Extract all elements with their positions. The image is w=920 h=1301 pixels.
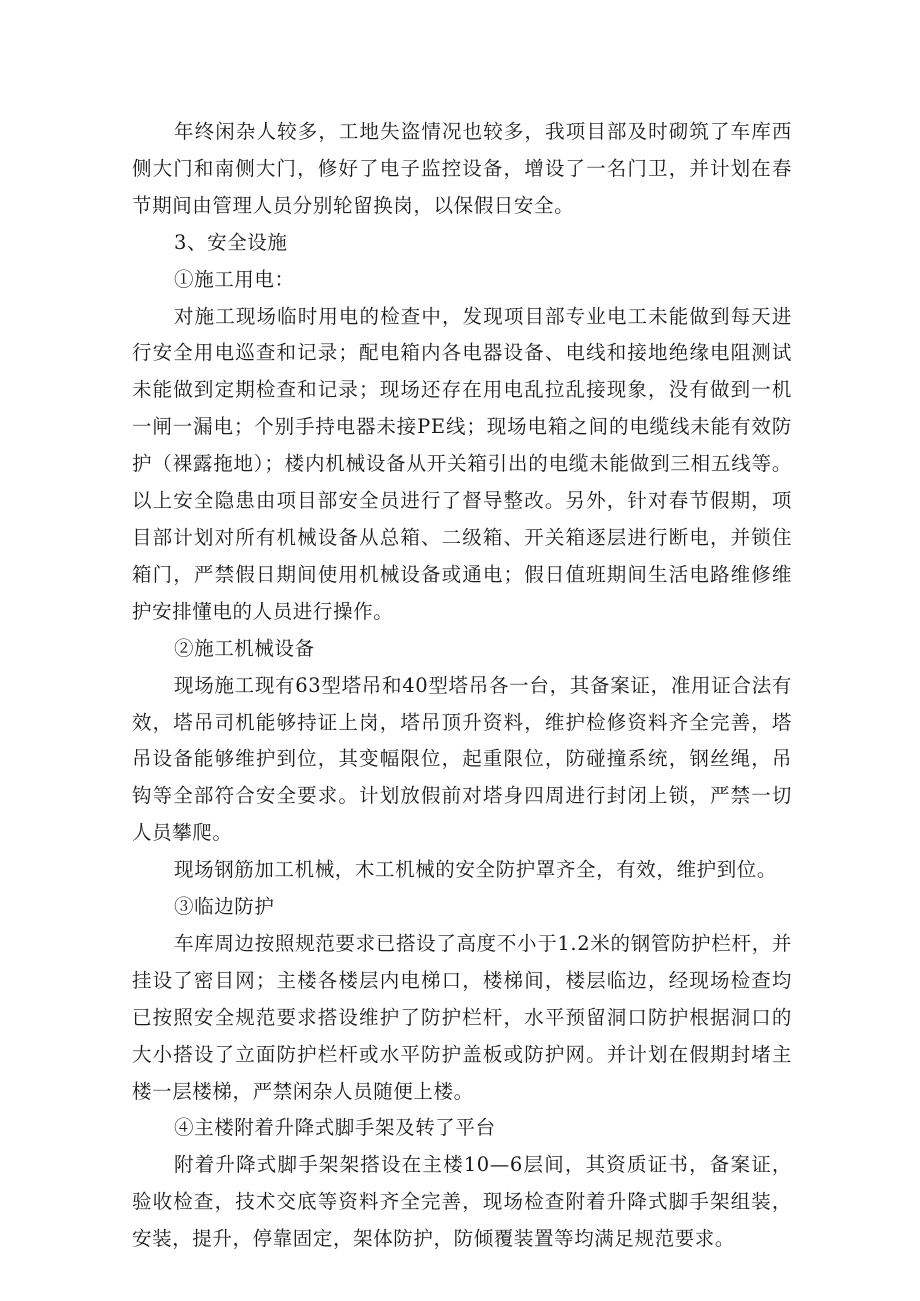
subheading-scaffolding: ④主楼附着升降式脚手架及转了平台: [174, 1116, 496, 1140]
paragraph-security-gates: 年终闲杂人较多，工地失盗情况也较多，我项目部及时砌筑了车库西侧大门和南侧大门，修好了电子监控设备，增设了一名门卫，并计划在春节期间由管理人员分别轮留换岗，以保假日安全。: [132, 120, 792, 217]
subheading-edge-protection: ③临边防护: [174, 895, 275, 919]
document-body: [132, 114, 792, 1258]
paragraph-scaffolding: 附着升降式脚手架架搭设在主楼10—6层间，其资质证书，备案证，验收检查，技术交底等资料齐全完善，现场检查附着升降式脚手架组装，安装，提升，停靠固定，架体防护，防倾覆装置等均满足规范要求。: [132, 1153, 792, 1251]
paragraph-processing-machinery: 现场钢筋加工机械，木工机械的安全防护罩齐全，有效，维护到位。: [174, 858, 778, 882]
paragraph-electricity-inspection: 对施工现场临时用电的检查中，发现项目部专业电工未能做到每天进行安全用电巡查和记录；配电箱内各电器设备、电线和接地绝缘电阻测试未能做到定期检查和记录；现场还存在用电乱拉乱接现象，没有做到一机一闸一漏电；个别手持电器未接PE线；现场电箱之间的电缆线未能有效防护（裸露拖地）；楼内机械设备从开关箱引出的电缆未能做到三相五线等。以上安全隐患由项目部安全员进行了督导整改。另外，针对春节假期，项目部计划对所有机械设备从总箱、二级箱、开关箱逐层进行断电，并锁住箱门，严禁假日期间使用机械设备或通电；假日值班期间生活电路维修维护安排懂电的人员进行操作。: [132, 304, 792, 623]
subheading-construction-electricity: ①施工用电：: [174, 267, 295, 291]
section-heading-safety-facilities: 3、安全设施: [174, 230, 288, 254]
paragraph-tower-cranes: 现场施工现有63型塔吊和40型塔吊各一台，其备案证，准用证合法有效，塔吊司机能够持证上岗，塔吊顶升资料，维护检修资料齐全完善，塔吊设备能够维护到位，其变幅限位，起重限位，防碰撞系统，钢丝绳，吊钩等全部符合安全要求。计划放假前对塔身四周进行封闭上锁，严禁一切人员攀爬。: [132, 673, 792, 845]
subheading-construction-machinery: ②施工机械设备: [174, 636, 315, 660]
paragraph-edge-protection: 车库周边按照规范要求已搭设了高度不小于1.2米的钢管防护栏杆，并挂设了密目网；主楼各楼层内电梯口，楼梯间，楼层临边，经现场检查均已按照安全规范要求搭设维护了防护栏杆，水平预留洞口防护根据洞口的大小搭设了立面防护栏杆或水平防护盖板或防护网。并计划在假期封堵主楼一层楼梯，严禁闲杂人员随便上楼。: [132, 931, 792, 1103]
